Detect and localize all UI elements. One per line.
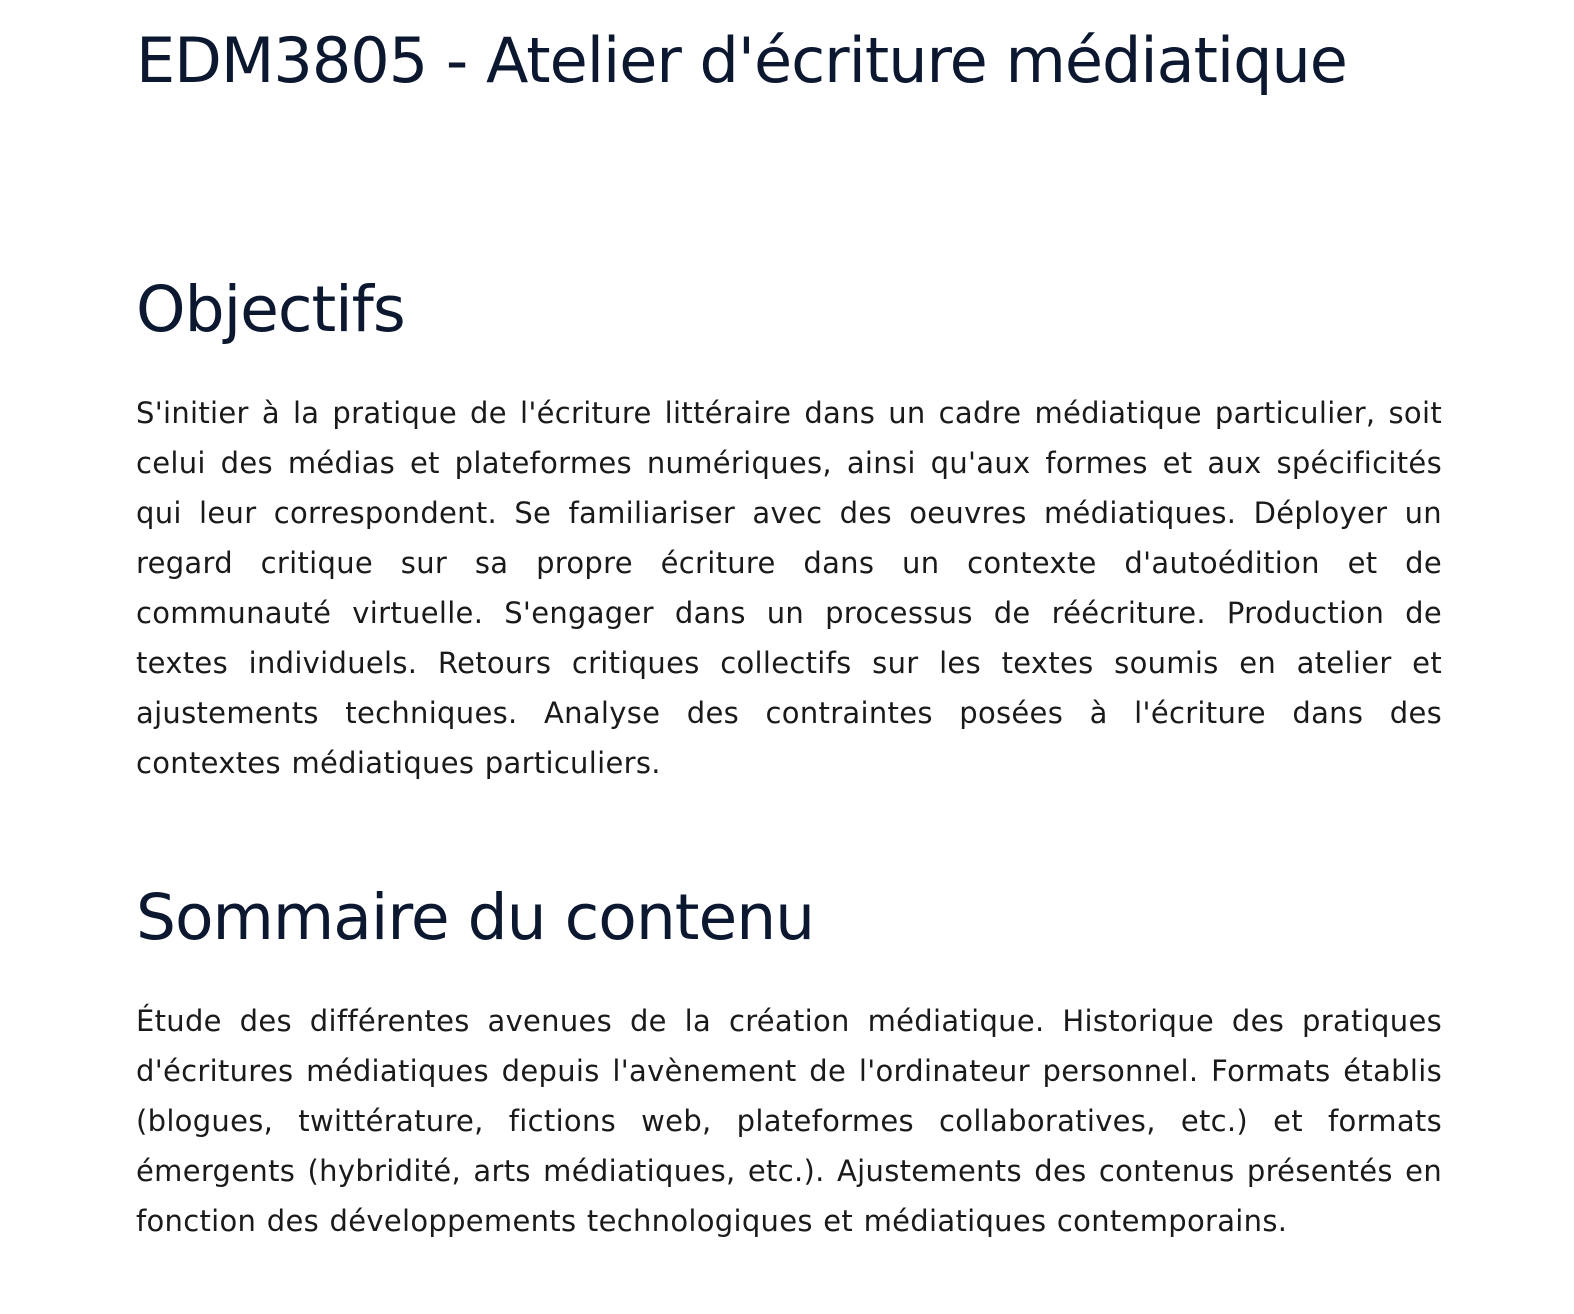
objectifs-heading: Objectifs [136,273,405,346]
sommaire-section [136,878,1442,1246]
course-description [136,0,1442,1246]
objectifs-section [136,270,1442,788]
sommaire-heading: Sommaire du contenu [136,881,815,954]
objectifs-text: S'initier à la pratique de l'écriture littéraire dans un cadre médiatique particulier, soit celui des médias et plateformes numériques, ainsi qu'aux formes et aux spécificités qui leur correspondent. Se familiariser avec des oeuvres médiatiques. Déployer un regard critique sur sa propre écriture dans un contexte d'autoédition et de communauté virtuelle. S'engager dans un processus de réécriture. Production de textes individuels. Retours critiques collectifs sur les textes soumis en atelier et ajustements techniques. Analyse des contraintes posées à l'écriture dans des contextes médiatiques particuliers. [136,396,1442,780]
page-title: EDM3805 - Atelier d'écriture médiatique [136,24,1347,97]
sommaire-text: Étude des différentes avenues de la création médiatique. Historique des pratiques d'écritures médiatiques depuis l'avènement de l'ordinateur personnel. Formats établis (blogues, twittérature, fictions web, plateformes collaboratives, etc.) et formats émergents (hybridité, arts médiatiques, etc.). Ajustements des contenus présentés en fonction des développements technologiques et médiatiques contemporains. [136,1004,1442,1238]
